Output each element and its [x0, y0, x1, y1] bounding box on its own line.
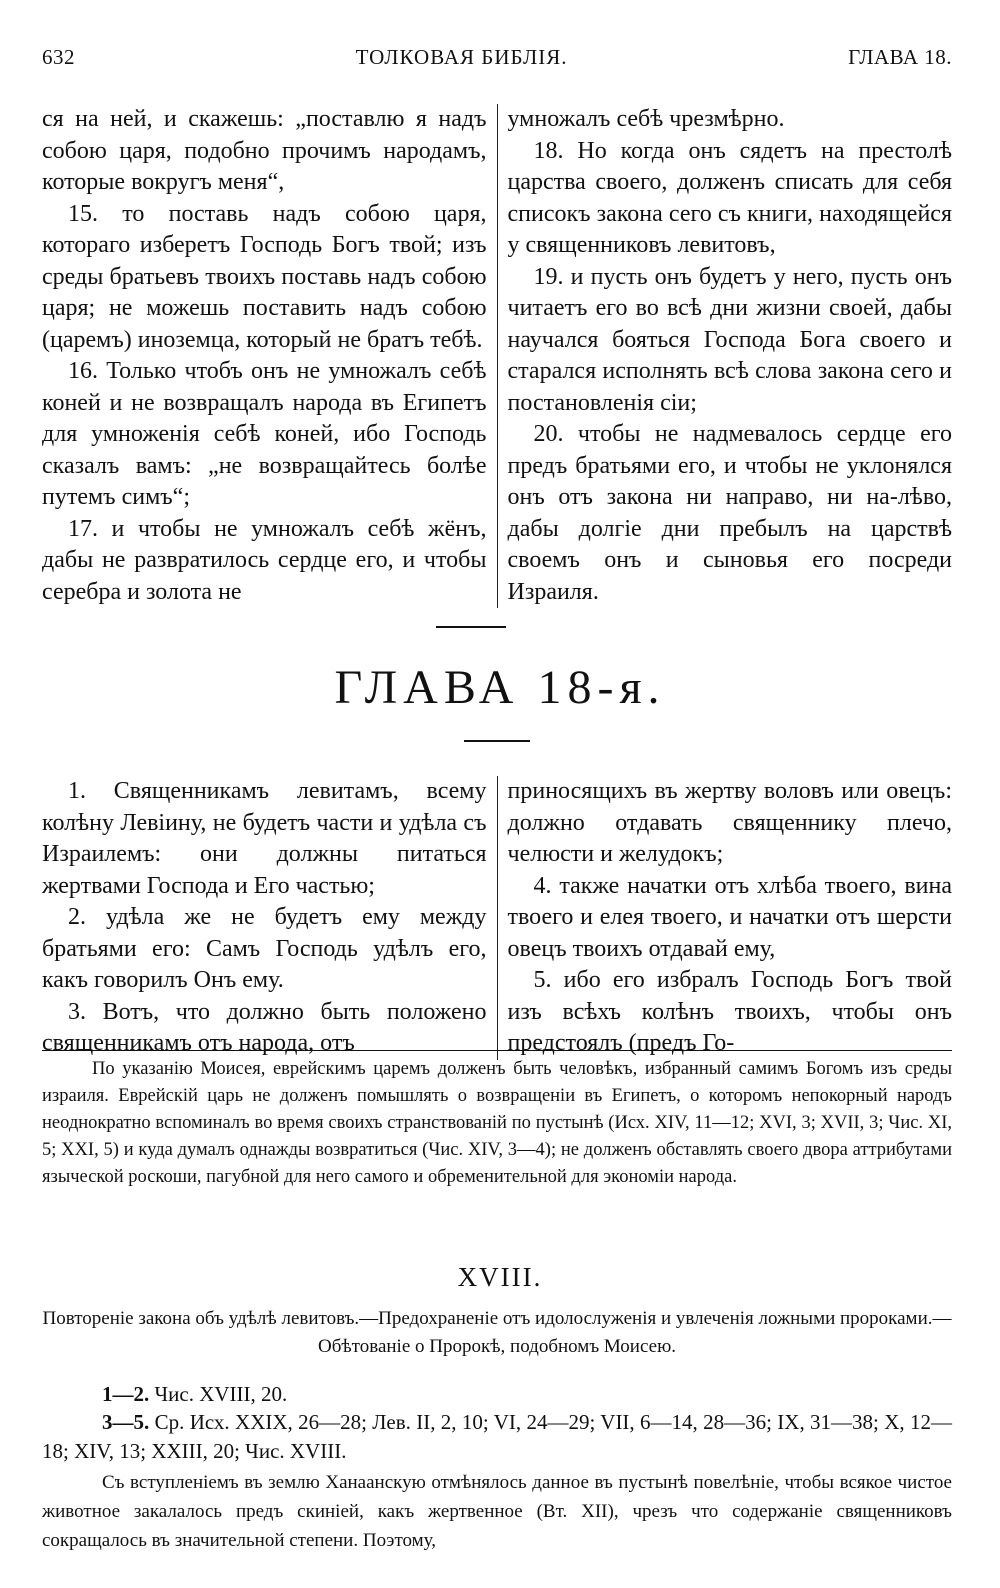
reference-verses: 3—5.: [102, 1410, 150, 1434]
verse-paragraph: 17. и чтобы не умножалъ себѣ жёнъ, дабы не развратилось сердце его, и чтобы серебра и золота не: [42, 515, 487, 605]
reference-text: Чис. XVIII, 20.: [154, 1382, 288, 1406]
page-header: [42, 40, 952, 74]
chapter-label: ГЛАВА 18.: [848, 44, 952, 69]
ornament-rule-top: [436, 626, 506, 628]
top-text-columns: [42, 104, 952, 608]
reference-text: Ср. Исх. XXIX, 26—28; Лев. II, 2, 10; VI, 24—29; VII, 6—14, 28—36; IX, 31—38; X, 12—18; XIV, 13; XXIII, 20; Чис. XVIII.: [42, 1410, 953, 1463]
verse-paragraph: 18. Но когда онъ сядетъ на престолѣ царства своего, долженъ списать для себя списокъ закона сего съ книги, находящейся у священниковъ левитовъ,: [507, 137, 952, 258]
section-summary: Повтореніе закона объ удѣлѣ левитовъ.—Предохраненіе отъ идолослуженія и увлеченія ложными пророками.—Обѣтованіе о Пророкѣ, подобномъ Моисею.: [42, 1308, 952, 1357]
verse-paragraph: 3. Вотъ, что должно быть положено священникамъ отъ народа, отъ: [42, 998, 487, 1056]
verse-paragraph: 20. чтобы не надмевалось сердце его предъ братьями его, и чтобы не уклонялся онъ отъ закона ни направо, ни на-лѣво, дабы долгіе дни пребылъ на царствѣ своемъ онъ и сыновья его посреди Израиля.: [507, 421, 952, 605]
verse-paragraph: умножалъ себѣ чрезмѣрно.: [507, 106, 785, 132]
commentary-text: По указанію Моисея, еврейскимъ царемъ долженъ быть человѣкъ, избранный самимъ Богомъ изъ среды израиля. Еврейскій царь не долженъ помышлять о возвращеніи въ Египетъ, о которомъ непокорный народъ неоднократно вспоминалъ во время своихъ странствованій по пустынѣ (Исх. XIV, 11—12; XVI, 3; XVII, 3; Чис. XI, 5; XXI, 5) и куда думалъ однажды возвратиться (Чис. XIV, 3—4); не долженъ обставлять своего двора аттрибутами языческой роскоши, пагубной для него самого и обременительной для экономіи народа.: [42, 1059, 952, 1187]
commentary-divider: [42, 1050, 952, 1051]
left-column: [42, 776, 498, 1060]
reference-line: [42, 1380, 952, 1409]
left-column: [42, 104, 498, 608]
reference-line: [42, 1408, 952, 1466]
verse-paragraph: 15. то поставь надъ собою царя, котораго изберетъ Господь Богъ твой; изъ среды братьевъ твоихъ поставь надъ собою царя; не можешь поставить надъ собою (царемъ) иноземца, который не братъ тебѣ.: [42, 200, 487, 353]
verse-paragraph: приносящихъ въ жертву воловъ или овецъ: должно отдавать священнику плечо, челюсти и желудокъ;: [507, 778, 952, 867]
verse-paragraph: 1. Священникамъ левитамъ, всему колѣну Левіину, не будетъ части и удѣла съ Израилемъ: они должны питаться жертвами Господа и Его частью;: [42, 778, 487, 899]
verse-paragraph: 5. ибо его избралъ Господь Богъ твой изъ всѣхъ колѣнъ твоихъ, чтобы онъ предстоялъ (предъ Го-: [507, 967, 952, 1056]
bottom-text-columns: [42, 776, 952, 1060]
running-title: ТОЛКОВАЯ БИБЛІЯ.: [355, 44, 568, 69]
page-number: 632: [42, 44, 75, 69]
verse-paragraph: 19. и пусть онъ будетъ у него, пусть онъ читаетъ его во всѣ дни жизни своей, дабы научался бояться Господа Бога своего и старался исполнять всѣ слова закона сего и постановленія сіи;: [507, 263, 952, 416]
commentary-continuation: Съ вступленіемъ въ землю Ханаанскую отмѣнялось данное въ пустынѣ повелѣніе, чтобы всякое чистое животное закалалось предъ скиніей, какъ жертвенное (Вт. XII), чрезъ что содержаніе священниковъ сокращалось въ значительной степени. Поэтому,: [42, 1472, 952, 1551]
right-column: [498, 776, 953, 1060]
section-number: XVIII.: [457, 1262, 543, 1292]
right-column: [498, 104, 953, 608]
verse-paragraph: ся на ней, и скажешь: „поставлю я надъ собою царя, подобно прочимъ народамъ, которые вокругъ меня“,: [42, 106, 487, 195]
verse-paragraph: 16. Только чтобъ онъ не умножалъ себѣ коней и не возвращалъ народа въ Египетъ для умноженія себѣ коней, ибо Господь сказалъ вамъ: „не возвращайтесь болѣе путемъ симъ“;: [42, 358, 487, 510]
verse-paragraph: 2. удѣла же не будетъ ему между братьями его: Самъ Господь удѣлъ его, какъ говорилъ Онъ ему.: [42, 904, 487, 993]
ornament-rule-bottom: [464, 740, 530, 742]
reference-verses: 1—2.: [102, 1382, 150, 1406]
verse-paragraph: 4. также начатки отъ хлѣба твоего, вина твоего и елея твоего, и начатки отъ шерсти овецъ твоихъ отдавай ему,: [507, 872, 952, 962]
chapter-title: ГЛАВА 18-я.: [334, 661, 666, 714]
